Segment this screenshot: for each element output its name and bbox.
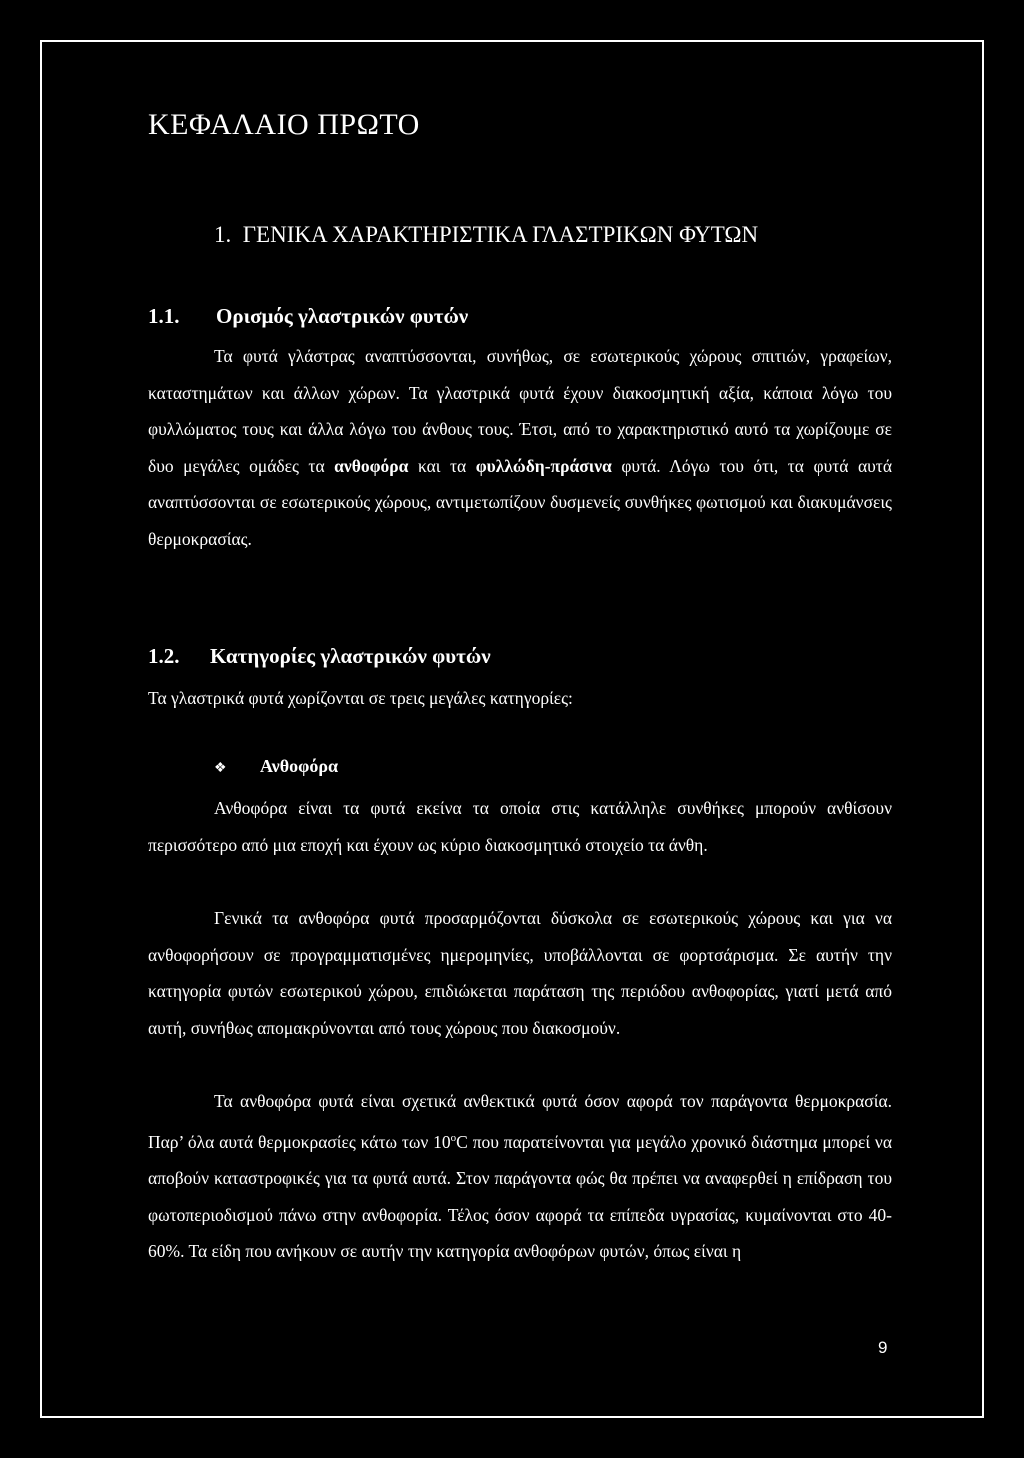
bullet-heading: Ανθοφόρα <box>260 756 339 776</box>
subsection-1-title <box>148 304 468 329</box>
term-fyllodi-prasina: φυλλώδη-πράσινα <box>475 455 612 476</box>
definition-text-a: Τα φυτά γλάστρας αναπτύσσονται, συνήθως, σε εσωτερικούς χώρους σπιτιών, γραφείων, καταστημάτων και άλλων χώρων. Τα γλαστρικά φυτά έχουν διακοσμητική αξία, κάποια λόγω του φυλλώματος τους και άλλα λόγω του άνθους τους. Έτσι, από το χαρακτηριστικό αυτό τα χωρίζουμε σε δυο μεγάλες ομάδες τα <box>148 346 892 476</box>
paragraph-anthofora-temperature <box>148 1083 892 1270</box>
definition-text-b: και τα <box>417 455 467 476</box>
subsection-2-title-text: Κατηγορίες γλαστρικών φυτών <box>210 644 491 668</box>
section-title <box>214 222 758 248</box>
subsection-2-title <box>148 644 491 669</box>
temperature-text-b: C που παρατείνονται για μεγάλο χρονικό διάστημα μπορεί να αποβούν καταστροφικές για τα φυτά αυτά. Στον παράγοντα φώς θα πρέπει να αναφερθεί η επίδραση του φωτοπεριοδισμού πάνω στην ανθοφορία. Τέλος όσον αφορά τα επίπεδα υγρασίας, κυμαίνονται στο 40-60%. Τα είδη που ανήκουν σε αυτήν την κατηγορία ανθοφόρων φυτών, όπως είναι η <box>148 1131 892 1262</box>
document-page <box>40 40 984 1418</box>
subsection-1-title-text: Ορισμός γλαστρικών φυτών <box>216 304 469 328</box>
paragraph-anthofora-forcing: Γενικά τα ανθοφόρα φυτά προσαρμόζονται δύσκολα σε εσωτερικούς χώρους και για να ανθοφορήσουν σε προγραμματισμένες ημερομηνίες, υποβάλλονται σε φορτσάρισμα. Σε αυτήν την κατηγορία φυτών εσωτερικού χώρου, επιδιώκεται παράταση της περιόδου ανθοφορίας, γιατί μετά από αυτή, συνήθως απομακρύνονται από τους χώρους που διακοσμούν. <box>148 908 892 1038</box>
subsection-2-number: 1.2. <box>148 644 180 668</box>
subsection-1-number: 1.1. <box>148 304 180 328</box>
chapter-title: ΚΕΦΑΛΑΙΟ ΠΡΩΤΟ <box>148 108 420 141</box>
degree-sup: o <box>450 1131 457 1144</box>
paragraph-anthofora-definition: Ανθοφόρα είναι τα φυτά εκείνα τα οποία στις κατάλληλε συνθήκες μπορούν ανθίσουν περισσότερο από μια εποχή και έχουν ως κύριο διακοσμητικό στοιχείο τα άνθη. <box>148 798 892 855</box>
paragraph-categories-intro: Τα γλαστρικά φυτά χωρίζονται σε τρεις μεγάλες κατηγορίες: <box>148 688 573 708</box>
page-number: 9 <box>878 1338 888 1357</box>
bullet-anthofora <box>214 756 338 777</box>
diamond-bullet-icon: ❖ <box>214 761 227 776</box>
paragraph-definition <box>148 338 892 558</box>
section-title-text: ΓΕΝΙΚΑ ΧΑΡΑΚΤΗΡΙΣΤΙΚΑ ΓΛΑΣΤΡΙΚΩΝ ΦΥΤΩΝ <box>242 222 759 247</box>
term-anthofora: ανθοφόρα <box>334 455 409 476</box>
definition-text-c: φυτά. Λόγω του ότι, τα φυτά αυτά αναπτύσσονται σε εσωτερικούς χώρους, αντιμετωπίζουν δυσμενείς συνθήκες φωτισμού και διακυμάνσεις θερμοκρασίας. <box>148 455 892 549</box>
temperature-text-a: Τα ανθοφόρα φυτά είναι σχετικά ανθεκτικά φυτά όσον αφορά τον παράγοντα θερμοκρασία. Παρ’ όλα αυτά θερμοκρασίες κάτω των 10 <box>148 1091 892 1152</box>
section-number: 1. <box>214 222 232 247</box>
